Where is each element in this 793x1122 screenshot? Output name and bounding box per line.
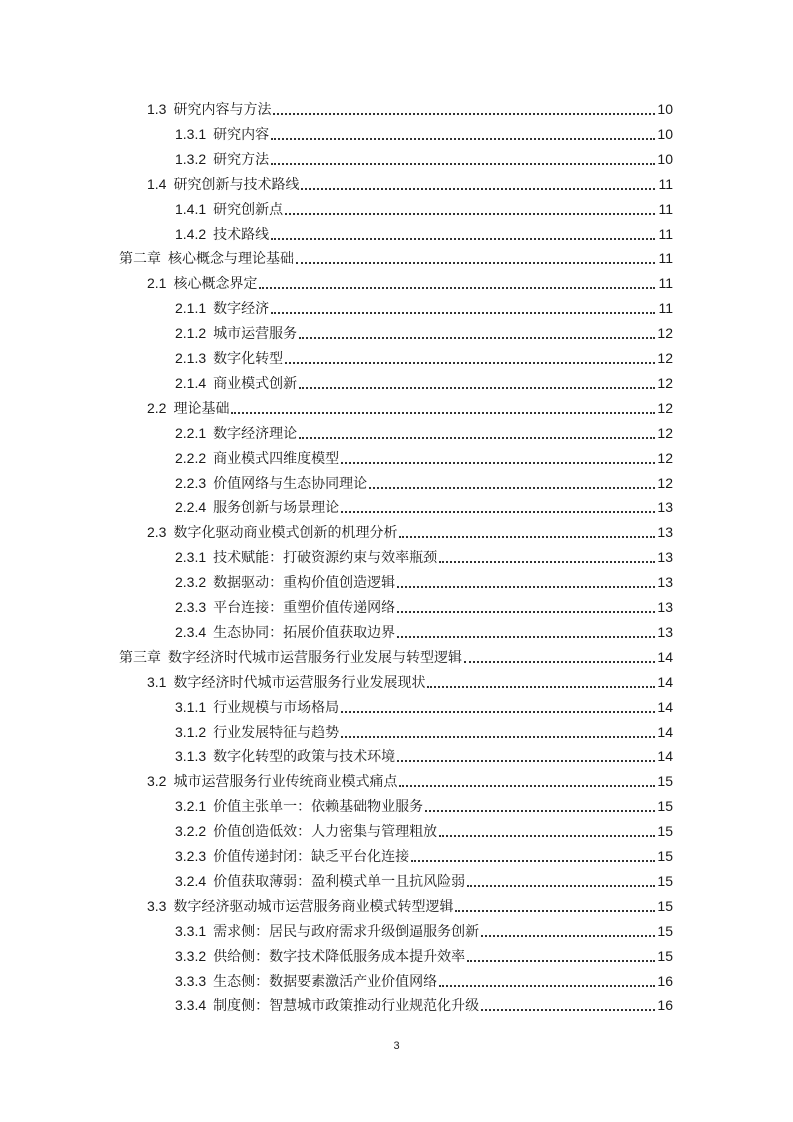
toc-entry-title: 数字经济理论 [213,424,298,441]
toc-entry[interactable] [119,246,673,270]
toc-entry-number: 3.3.2 [175,947,207,964]
dot-leader [439,545,655,569]
dot-leader [299,321,655,345]
toc-entry[interactable] [175,695,673,719]
toc-entry-number: 1.3 [147,101,167,117]
toc-entry-number: 3.2.2 [175,823,207,840]
dot-leader [455,894,655,918]
toc-entry-title: 价值获取薄弱：盈利模式单一且抗风险弱 [213,872,466,889]
toc-entry[interactable] [175,446,673,470]
toc-entry[interactable] [175,570,673,594]
toc-entry-title: 服务创新与场景理论 [213,499,340,516]
toc-entry-page: 11 [658,225,673,242]
toc-entry-page: 15 [657,773,673,790]
toc-entry[interactable] [175,147,673,171]
dot-leader [301,172,655,196]
toc-entry-page: 13 [657,623,673,640]
toc-entry-title: 数字化转型的政策与技术环境 [213,748,396,765]
dot-leader [341,695,655,719]
toc-entry-title: 生态侧：数据要素激活产业价值网络 [213,972,438,989]
toc-entry-title: 行业发展特征与趋势 [213,723,340,740]
toc-entry-page: 13 [657,524,673,541]
dot-leader [299,371,655,395]
toc-entry-number: 1.3.2 [175,150,207,167]
toc-entry-number: 3.3.3 [175,972,207,989]
dot-leader [341,446,655,470]
dot-leader [439,969,655,993]
toc-entry-page: 15 [657,872,673,889]
toc-entry-title: 研究方法 [213,150,270,167]
toc-entry-title: 价值传递封闭：缺乏平台化连接 [213,848,410,864]
toc-entry-title: 数据驱动：重构价值创造逻辑 [213,574,396,591]
dot-leader [467,869,655,893]
toc-entry[interactable] [175,869,673,893]
toc-entry-page: 13 [657,549,673,566]
toc-entry-title: 数字化转型 [213,350,284,366]
toc-entry-page: 12 [657,350,673,366]
toc-entry-page: 16 [657,997,673,1014]
toc-entry[interactable] [175,421,673,445]
toc-entry-number: 第二章 [119,250,161,267]
toc-entry-page: 14 [657,723,673,740]
toc-entry[interactable] [175,595,673,619]
toc-entry[interactable] [175,122,673,146]
toc-entry-number: 2.2.4 [175,499,207,516]
toc-entry[interactable] [175,296,673,320]
toc-entry-title: 制度侧：智慧城市政策推动行业规范化升级 [213,997,480,1014]
toc-entry[interactable] [147,520,673,544]
toc-entry-page: 12 [657,399,673,416]
toc-entry-title: 供给侧：数字技术降低服务成本提升效率 [213,947,466,964]
toc-entry[interactable] [175,919,673,943]
toc-entry[interactable] [175,346,673,370]
toc-entry-number: 2.1.4 [175,374,207,391]
toc-entry-page: 15 [657,922,673,939]
toc-entry-number: 3.3.1 [175,922,207,939]
toc-entry-title: 商业模式四维度模型 [213,449,340,466]
dot-leader [397,744,655,768]
toc-entry-page: 15 [657,798,673,815]
toc-entry[interactable] [175,969,673,993]
toc-entry[interactable] [119,645,673,669]
toc-entry-number: 3.1.3 [175,748,207,765]
toc-entry-title: 数字经济时代城市运营服务行业发展现状 [173,673,426,690]
toc-entry[interactable] [175,993,673,1017]
dot-leader [273,97,655,121]
toc-entry-number: 2.2.1 [175,424,207,441]
toc-entry[interactable] [175,545,673,569]
toc-entry-number: 3.3.4 [175,997,207,1014]
toc-entry-title: 数字经济驱动城市运营服务商业模式转型逻辑 [173,897,454,914]
toc-entry-page: 16 [657,972,673,989]
toc-entry-title: 核心概念界定 [173,275,258,292]
toc-entry-title: 研究创新点 [213,200,284,217]
toc-entry-number: 3.2 [147,773,167,790]
toc-entry[interactable] [175,620,673,644]
toc-entry-title: 数字经济 [213,300,270,317]
toc-entry-page: 10 [657,150,673,167]
dot-leader [271,222,655,246]
toc-entry-number: 3.2.3 [175,848,207,864]
toc-entry[interactable] [175,197,673,221]
toc-entry[interactable] [175,720,673,744]
toc-entry-page: 14 [657,648,673,665]
dot-leader [299,421,655,445]
dot-leader [397,570,655,594]
dot-leader [341,495,655,519]
toc-entry-number: 2.1 [147,275,167,292]
toc-entry[interactable] [175,371,673,395]
toc-entry-number: 1.4.1 [175,200,207,217]
toc-entry[interactable] [175,222,673,246]
toc-entry-number: 3.2.1 [175,798,207,815]
toc-entry-number: 2.1.3 [175,350,207,366]
toc-entry-page: 11 [658,175,673,192]
dot-leader [231,396,655,420]
toc-entry[interactable] [147,894,673,918]
dot-leader [467,944,655,968]
toc-entry-number: 2.3.1 [175,549,207,566]
toc-entry-page: 15 [657,823,673,840]
dot-leader [481,919,655,943]
toc-entry-number: 第三章 [119,648,161,665]
dot-leader [259,271,655,295]
dot-leader [397,595,655,619]
dot-leader [341,720,655,744]
dot-leader [411,844,655,868]
toc-entry-title: 理论基础 [173,399,230,416]
toc-entry-title: 核心概念与理论基础 [168,250,294,267]
dot-leader [271,147,655,171]
toc-entry-number: 2.1.2 [175,325,207,342]
toc-entry-title: 城市运营服务 [213,325,298,342]
toc-entry-number: 2.3 [147,524,167,541]
toc-entry-page: 15 [657,897,673,914]
toc-entry-title: 价值创造低效：人力密集与管理粗放 [213,823,438,840]
toc-entry-title: 价值主张单一：依赖基础物业服务 [213,798,424,815]
toc-entry[interactable] [175,844,673,868]
dot-leader [399,769,655,793]
dot-leader [271,296,655,320]
toc-entry-number: 2.2.3 [175,474,207,491]
toc-entry-title: 生态协同：拓展价值获取边界 [213,623,396,640]
toc-entry-number: 3.2.4 [175,872,207,889]
toc-entry[interactable] [175,495,673,519]
dot-leader [427,670,655,694]
toc-entry-page: 13 [657,574,673,591]
toc-entry-page: 10 [657,101,673,117]
toc-entry-number: 2.3.2 [175,574,207,591]
dot-leader [439,819,655,843]
toc-entry-number: 2.3.4 [175,623,207,640]
dot-leader [271,122,655,146]
toc-entry-number: 3.3 [147,897,167,914]
toc-entry[interactable] [175,819,673,843]
toc-entry-page: 15 [657,848,673,864]
toc-entry-title: 数字经济时代城市运营服务行业发展与转型逻辑 [168,648,462,665]
toc-entry[interactable] [175,794,673,818]
toc-entry-number: 2.3.3 [175,599,207,615]
toc-entry-title: 研究内容 [213,125,270,142]
toc-entry[interactable] [175,471,673,495]
toc-entry-title: 行业规模与市场格局 [213,698,340,715]
dot-leader [464,645,655,669]
toc-entry-page: 12 [657,449,673,466]
toc-entry-page: 12 [657,374,673,391]
toc-entry-title: 平台连接：重塑价值传递网络 [213,599,396,615]
toc-entry-page: 11 [658,300,673,317]
toc-entry-page: 12 [657,325,673,342]
toc-entry[interactable] [175,744,673,768]
toc-entry-title: 价值网络与生态协同理论 [213,474,368,491]
toc-entry-page: 14 [657,748,673,765]
toc-entry-number: 3.1 [147,673,167,690]
toc-entry-number: 3.1.1 [175,698,207,715]
toc-entry-page: 13 [657,599,673,615]
toc-entry[interactable] [147,97,673,121]
toc-entry-number: 2.1.1 [175,300,207,317]
toc-entry-page: 12 [657,424,673,441]
dot-leader [285,346,655,370]
toc-entry-page: 12 [657,474,673,491]
page-number: 3 [393,1040,400,1052]
toc-entry-number: 1.3.1 [175,125,207,142]
toc-entry-number: 2.2 [147,399,167,416]
toc-entry-title: 需求侧：居民与政府需求升级倒逼服务创新 [213,922,480,939]
toc-entry-number: 3.1.2 [175,723,207,740]
toc-entry-title: 城市运营服务行业传统商业模式痛点 [173,773,398,790]
toc-entry[interactable] [147,769,673,793]
toc-entry-title: 数字化驱动商业模式创新的机理分析 [173,524,398,541]
toc-entry-number: 2.2.2 [175,449,207,466]
toc-entry-title: 技术赋能：打破资源约束与效率瓶颈 [213,549,438,566]
toc-entry[interactable] [147,271,673,295]
toc-entry[interactable] [175,944,673,968]
toc-entry-title: 研究创新与技术路线 [173,175,300,192]
toc-entry-title: 商业模式创新 [213,374,298,391]
toc-entry-page: 15 [657,947,673,964]
toc-entry[interactable] [147,396,673,420]
toc-entry-page: 13 [657,499,673,516]
dot-leader [425,794,655,818]
dot-leader [285,197,655,221]
toc-entry-number: 1.4 [147,175,167,192]
toc-entry-page: 11 [658,250,673,267]
toc-entry-page: 10 [657,125,673,142]
toc-entry[interactable] [147,670,673,694]
dot-leader [481,993,655,1017]
toc-entry-page: 14 [657,673,673,690]
toc-entry[interactable] [175,321,673,345]
toc-entry-title: 研究内容与方法 [173,101,272,117]
dot-leader [397,620,655,644]
dot-leader [399,520,655,544]
dot-leader [296,246,655,270]
toc-entry-title: 技术路线 [213,225,270,242]
toc-entry-number: 1.4.2 [175,225,207,242]
dot-leader [369,471,655,495]
toc-entry[interactable] [147,172,673,196]
toc-entry-page: 14 [657,698,673,715]
toc-entry-page: 11 [658,200,673,217]
toc-entry-page: 11 [658,275,673,292]
